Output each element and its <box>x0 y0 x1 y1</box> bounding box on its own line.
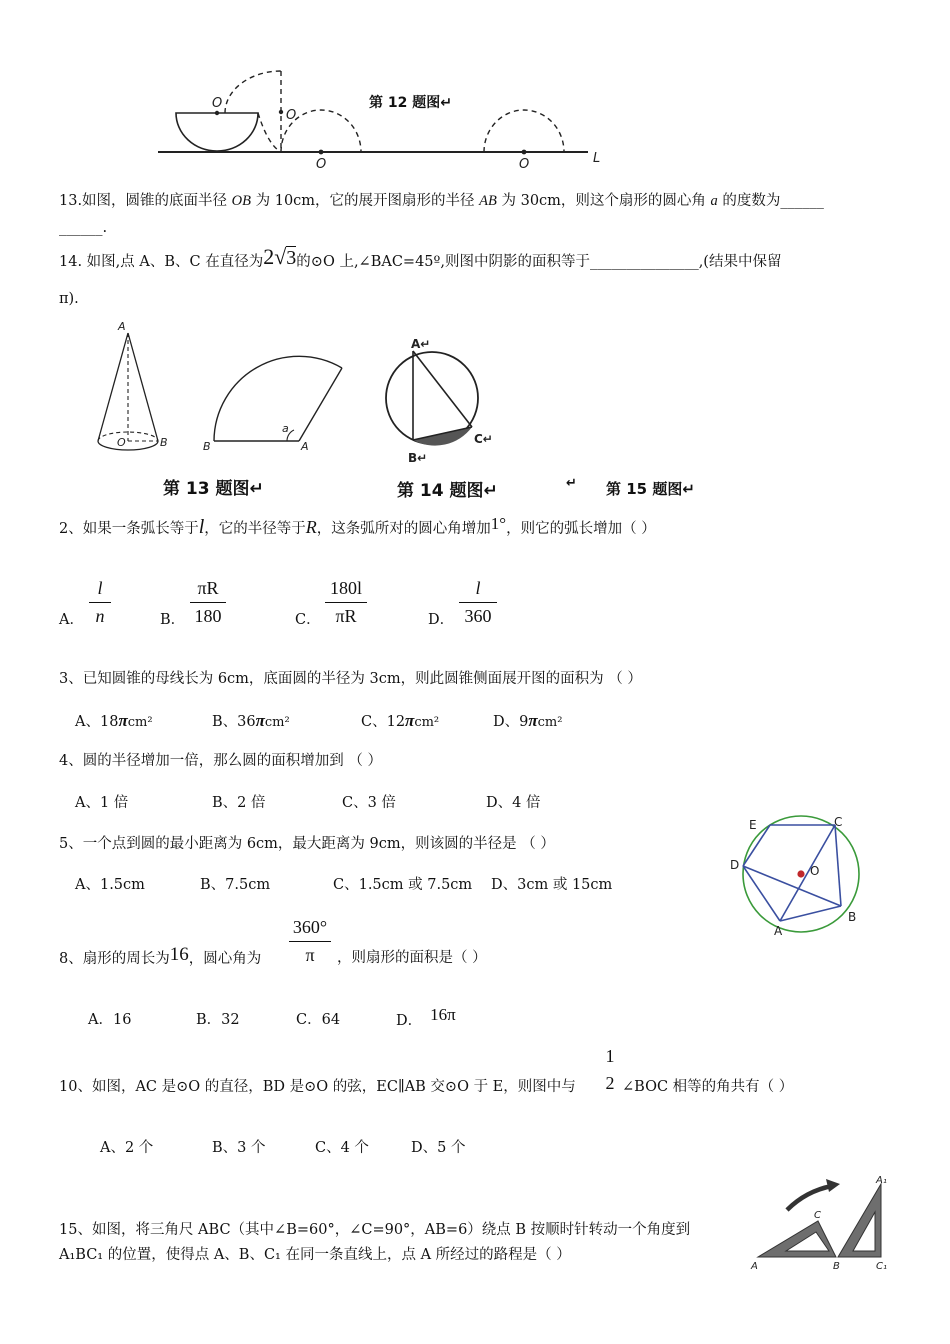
triangle-a1bc1 <box>838 1184 881 1257</box>
circle14-label-a: A↵ <box>411 337 431 351</box>
q13-line1: 13.如图，圆锥的底面半径 OB 为 10cm，它的展开图扇形的半径 AB 为 30cm，则这个扇形的圆心角 a 的度数为______ <box>59 193 824 209</box>
q15-line2: A₁BC₁ 的位置，使得点 A、B、C₁ 在同一条直线上，点 A 所经过的路程是（ ） <box>59 1247 571 1263</box>
q5-option-d: D、3cm 或 15cm <box>491 877 613 893</box>
q10-option-b: B、3 个 <box>212 1140 266 1156</box>
label-o-4: O <box>519 157 530 172</box>
cone-label-o: O <box>117 436 126 449</box>
sector-label-b: B <box>203 440 211 453</box>
q2-option-d-frac: $\frac{l}{360}$ <box>459 578 497 627</box>
fig15-label-c1: C₁ <box>876 1261 887 1272</box>
q8-option-d: D． 16π <box>396 1005 456 1029</box>
q2-option-b-label: B． <box>160 612 186 628</box>
q2-option-c-frac: $\frac{180l}{\pi R}$ <box>325 578 367 627</box>
q10-option-d: D、5 个 <box>411 1140 466 1156</box>
q3-text: 3、已知圆锥的母线长为 6cm，底面圆的半径为 3cm，则此圆锥侧面展开图的面积为 （ ） <box>59 671 642 687</box>
q10-option-a: A、2 个 <box>100 1140 154 1156</box>
q10-post: ∠BOC 相等的角共有（ ） <box>622 1079 794 1095</box>
q2-option-d-label: D． <box>428 612 455 628</box>
triangle-abc <box>758 1221 836 1257</box>
circle10-label-c: C <box>834 815 843 829</box>
q14-radicand: 3 <box>286 247 297 269</box>
q2-option-b-frac: $\frac{\pi R}{180}$ <box>190 578 226 627</box>
rotation-arrow <box>787 1186 832 1210</box>
circle10-label-a: A <box>774 924 783 938</box>
fig15-label-a1: A₁ <box>876 1175 887 1186</box>
q5-option-b: B、7.5cm <box>200 877 271 893</box>
sector-label-a: A <box>301 440 309 453</box>
q13-line2: ______. <box>59 220 108 236</box>
fig15-label-a: A <box>751 1261 758 1272</box>
q15-line1: 15、如图，将三角尺 ABC（其中∠B=60°，∠C=90°，AB=6）绕点 B 按顺时针转动一个角度到 <box>59 1222 691 1238</box>
label-l: L <box>593 151 601 166</box>
q5-text: 5、一个点到圆的最小距离为 6cm，最大距离为 9cm，则该圆的半径是 （ ） <box>59 836 555 852</box>
q4-option-a: A、1 倍 <box>75 795 129 811</box>
circle10-label-o: O <box>810 864 820 878</box>
q2-option-a-label: A． <box>59 612 84 628</box>
q4-option-b: B、2 倍 <box>212 795 266 811</box>
circle14-label-b: B↵ <box>408 451 428 465</box>
q4-option-d: D、4 倍 <box>486 795 541 811</box>
q14-coef: 2 <box>263 244 275 269</box>
label-o-1: O <box>212 96 223 111</box>
q3-option-c: C、12πcm² <box>361 711 440 730</box>
q8-angle-frac: $\frac{360^\circ}{\pi}$ <box>289 917 331 966</box>
cone-label-a: A <box>118 320 126 333</box>
q8-option-b: B．32 <box>196 1012 240 1028</box>
fig13-caption: 第 13 题图↵ <box>163 479 264 499</box>
fig14-caption: 第 14 题图↵ <box>397 481 498 501</box>
q2-text: 2、如果一条弧长等于l，它的半径等于R，这条弧所对的圆心角增加1°，则它的弧长增加（ ） <box>59 514 656 538</box>
q14-line1: 14. 如图,点 A、B、C 在直径为2√3的⊙O 上,∠BAC=45º,则图中阴影的面积等于_______________,(结果中保留 <box>59 244 782 270</box>
q10-text: 10、如图，AC 是⊙O 的直径，BD 是⊙O 的弦，EC∥AB 交⊙O 于 E，则图中与 <box>59 1079 576 1095</box>
q8-text: 8、扇形的周长为16，圆心角为 <box>59 944 262 967</box>
q2-option-c-label: C． <box>295 612 321 628</box>
q4-option-c: C、3 倍 <box>342 795 396 811</box>
cone-label-b: B <box>160 436 168 449</box>
circle10-label-e: E <box>749 818 757 832</box>
fig12-caption: 第 12 题图↵ <box>369 95 452 111</box>
fig15-label-c: C <box>814 1210 821 1221</box>
q8-post: ，则扇形的面积是（ ） <box>337 950 487 966</box>
q2-option-a-frac: $\frac{l}{n}$ <box>89 578 111 627</box>
circle10-label-b: B <box>848 910 857 924</box>
label-o-3: O <box>316 157 327 172</box>
circle10-label-d: D <box>730 858 740 872</box>
q3-option-b: B、36πcm² <box>212 711 290 730</box>
q10-half-frac: 1 2 <box>605 1046 615 1093</box>
q8-option-c: C．64 <box>296 1012 341 1028</box>
q3-option-a: A、18πcm² <box>75 711 153 730</box>
sector-label-angle: a <box>282 422 289 435</box>
return-mark: ↵ <box>566 476 577 491</box>
sqrt-sign: √ <box>274 244 287 269</box>
q4-text: 4、圆的半径增加一倍，那么圆的面积增加到 （ ） <box>59 753 382 769</box>
q8-option-a: A．16 <box>88 1012 132 1028</box>
label-o-2: O <box>286 108 297 123</box>
q5-option-a: A、1.5cm <box>75 877 145 893</box>
q14-line2: π). <box>59 291 79 307</box>
q10-option-c: C、4 个 <box>315 1140 369 1156</box>
q3-option-d: D、9πcm² <box>493 711 563 730</box>
q5-option-c: C、1.5cm 或 7.5cm <box>333 877 473 893</box>
fig15-label-b: B <box>833 1261 840 1272</box>
fig15-caption: 第 15 题图↵ <box>606 480 695 498</box>
circle14-label-c: C↵ <box>474 432 493 446</box>
